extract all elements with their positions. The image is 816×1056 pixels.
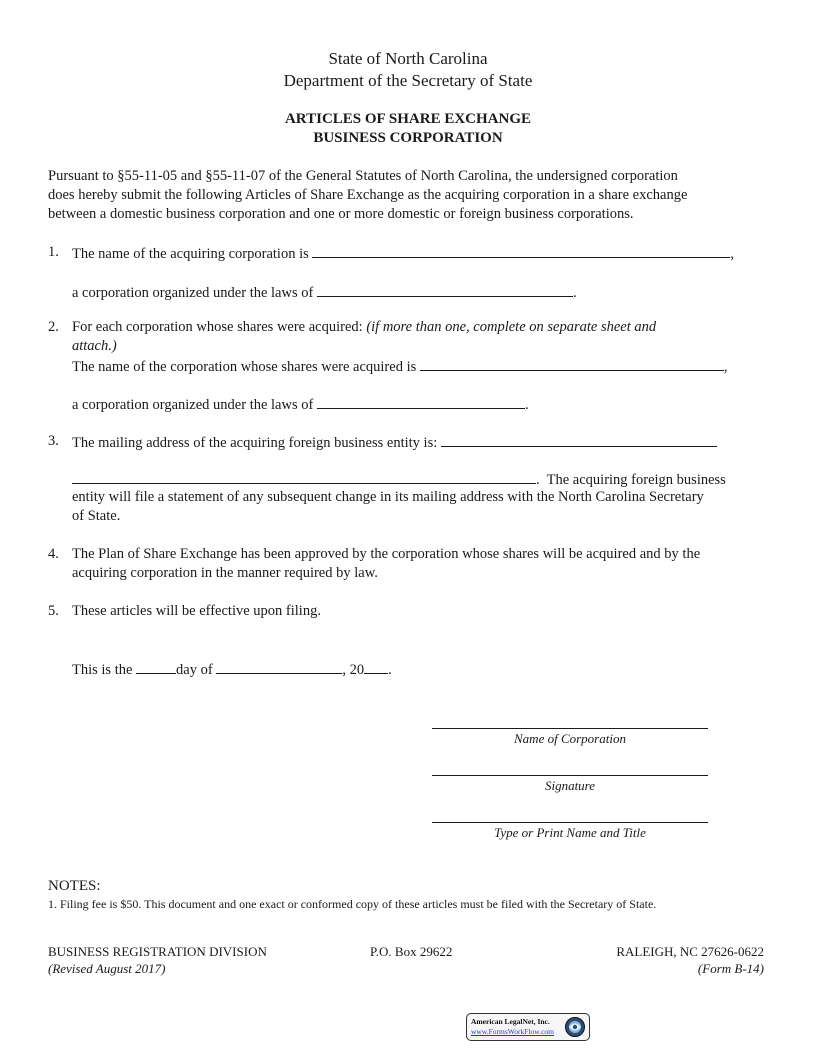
- intro-line: between a domestic business corporation and one or more domestic or foreign business corporations.: [48, 206, 634, 222]
- mailing-address-field-2[interactable]: [72, 469, 536, 484]
- print-name-title-label: Type or Print Name and Title: [494, 825, 646, 840]
- print-name-title-line[interactable]: [432, 822, 708, 823]
- item-2-note-cont: attach.): [72, 338, 117, 354]
- date-line-text: day of: [176, 662, 213, 678]
- item-3-label: The mailing address of the acquiring foreign business entity is:: [72, 435, 438, 451]
- item-1-jurisdiction: a corporation organized under the laws of .: [72, 282, 577, 303]
- item-1-sub-label: a corporation organized under the laws of: [72, 285, 314, 301]
- state-heading: State of North Carolina: [328, 49, 488, 68]
- item-4-line: The Plan of Share Exchange has been approved by the corporation whose shares will be acquired and by the: [72, 546, 701, 562]
- corporation-name-label: Name of Corporation: [514, 731, 626, 746]
- notes-heading: NOTES:: [48, 878, 101, 894]
- intro-paragraph: [48, 167, 788, 224]
- logo-url[interactable]: www.FormsWorkFlow.com: [471, 1027, 555, 1036]
- globe-icon: [564, 1016, 586, 1038]
- year-field[interactable]: [364, 659, 388, 674]
- item-4-line: acquiring corporation in the manner required by law.: [72, 565, 378, 581]
- month-field[interactable]: [216, 659, 342, 674]
- signature-line[interactable]: [432, 775, 708, 776]
- footer-form-number: (Form B-14): [697, 961, 764, 976]
- acquiring-corporation-name-field[interactable]: [312, 243, 730, 258]
- item-3-line: of State.: [72, 508, 121, 524]
- footer-po-box: P.O. Box 29622: [370, 944, 453, 959]
- item-1: The name of the acquiring corporation is ,: [72, 243, 734, 264]
- item-5-label: These articles will be effective upon filing.: [72, 603, 321, 619]
- item-2: For each corporation whose shares were acquired: (if more than one, complete on separate sheet and attach.) The name of the corporation whose shares were acquired is ,: [72, 318, 772, 377]
- day-field[interactable]: [136, 659, 176, 674]
- item-3: [72, 432, 717, 453]
- item-3-line: entity will file a statement of any subsequent change in its mailing address with the North Carolina Secretary: [72, 489, 704, 505]
- item-3-cont: . The acquiring foreign business: [72, 469, 726, 490]
- acquired-corporation-laws-field[interactable]: [317, 394, 525, 409]
- item-2-note: (if more than one, complete on separate sheet and: [366, 319, 657, 335]
- item-2-label: For each corporation whose shares were acquired:: [72, 319, 363, 335]
- note-1: 1. Filing fee is $50. This document and one exact or conformed copy of these articles must be filed with the Secretary of State.: [48, 897, 657, 911]
- item-2-number: 2.: [48, 319, 59, 335]
- footer-division: BUSINESS REGISTRATION DIVISION: [48, 944, 267, 959]
- item-1-label: The name of the acquiring corporation is: [72, 246, 309, 262]
- item-2-label-2: The name of the corporation whose shares were acquired is: [72, 359, 417, 375]
- logo-name: American LegalNet, Inc.: [471, 1017, 550, 1026]
- item-4-number: 4.: [48, 546, 59, 562]
- footer-revised: (Revised August 2017): [48, 961, 166, 976]
- item-3-paragraph: [72, 488, 792, 526]
- acquired-corporation-name-field[interactable]: [420, 356, 724, 371]
- form-subtitle: BUSINESS CORPORATION: [313, 130, 503, 146]
- date-line-text: This is the: [72, 662, 133, 678]
- item-4: [72, 545, 792, 583]
- intro-line: does hereby submit the following Articles of Share Exchange as the acquiring corporation in a share exchange: [48, 187, 688, 203]
- date-line-text: .: [388, 662, 392, 678]
- date-line-text: , 20: [342, 662, 365, 678]
- signature-label: Signature: [544, 778, 596, 793]
- item-3-number: 3.: [48, 433, 59, 449]
- corporation-name-signature-line[interactable]: [432, 728, 708, 729]
- item-3-cont-text: The acquiring foreign business: [546, 472, 726, 488]
- item-2-sub-label: a corporation organized under the laws of: [72, 397, 314, 413]
- mailing-address-field-1[interactable]: [441, 432, 717, 447]
- item-1-number: 1.: [48, 244, 59, 260]
- date-line: [72, 659, 392, 680]
- acquiring-corporation-laws-field[interactable]: [317, 282, 573, 297]
- item-2-jurisdiction: a corporation organized under the laws of .: [72, 394, 529, 415]
- form-title: ARTICLES OF SHARE EXCHANGE: [284, 111, 532, 127]
- intro-line: Pursuant to §55-11-05 and §55-11-07 of the General Statutes of North Carolina, the undersigned corporation: [48, 168, 678, 184]
- department-heading: Department of the Secretary of State: [283, 71, 533, 90]
- item-5-number: 5.: [48, 603, 59, 619]
- american-legalnet-logo[interactable]: [466, 1013, 590, 1041]
- footer-city: RALEIGH, NC 27626-0622: [616, 944, 764, 959]
